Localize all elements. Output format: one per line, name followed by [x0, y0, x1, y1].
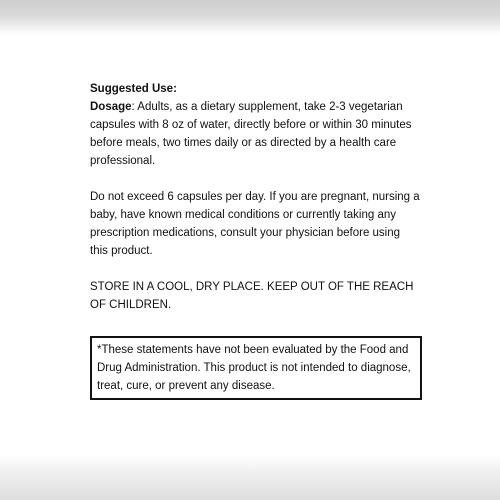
label-content: [90, 80, 420, 332]
dosage-paragraph: [90, 98, 420, 170]
dosage-label: Dosage: [90, 101, 132, 113]
dosage-text: : Adults, as a dietary supplement, take 2-3 vegetarian capsules with 8 oz of water, directly before or within 30 minutes before meals, two times daily or as directed by a health care professional.: [90, 101, 412, 167]
bottom-shadow: [0, 455, 500, 500]
fda-disclaimer-box: *These statements have not been evaluated by the Food and Drug Administration. This product is not intended to diagnose, treat, cure, or prevent any disease.: [90, 336, 422, 400]
warning-paragraph: Do not exceed 6 capsules per day. If you are pregnant, nursing a baby, have known medical conditions or currently taking any prescription medications, consult your physician before using this product.: [90, 191, 420, 257]
suggested-use-heading: Suggested Use:: [90, 83, 177, 95]
storage-paragraph: STORE IN A COOL, DRY PLACE. KEEP OUT OF THE REACH OF CHILDREN.: [90, 281, 414, 311]
